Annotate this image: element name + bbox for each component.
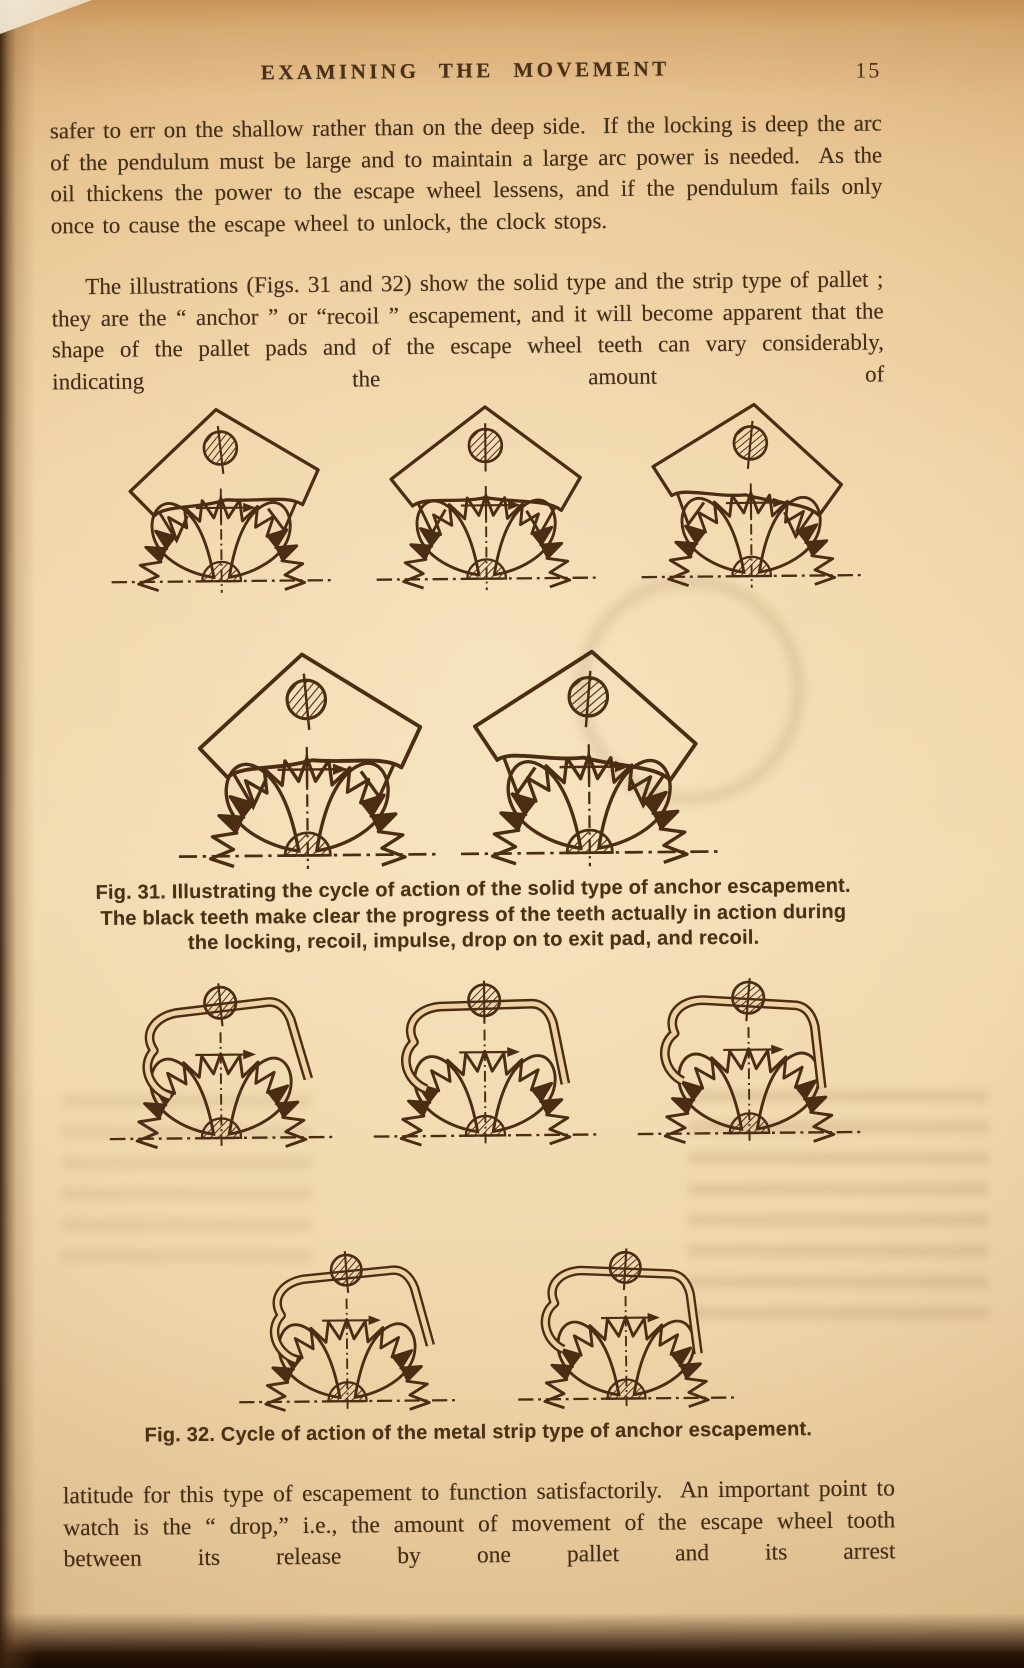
fig31-bottom-row [168, 639, 728, 870]
paragraph-locking: safer to err on the shallow rather than on the deep side. If the locking is deep the arc of the pendulum must be large and to maintain a large arc power is needed. As the oil thickens the power to the escape wheel lessens, and if the pendulum fails only once to cause the escape wheel to unlock, the clock stops. [49, 110, 891, 238]
strip-anchor-escapement-diagram [497, 1219, 754, 1411]
fig31-caption [57, 873, 890, 957]
strip-anchor-escapement-diagram [95, 953, 347, 1151]
paragraph-illustrations: The illustrations (Figs. 31 and 32) show the solid type and the strip type of pallet ; they are the “ anchor ” or “recoil ” escapement, and it will become apparent that the shape of the pallet pads and of the escape wheel teeth can vary considerably, indicating the amount of [51, 266, 900, 394]
solid-anchor-escapement-diagram [97, 399, 344, 594]
fig31-caption-line: The black teeth make clear the progress of the teeth actually in action during [100, 900, 847, 930]
page-header [49, 54, 881, 96]
fig32-caption-line: Fig. 32. Cycle of action of the metal strip type of anchor escapement. [144, 1418, 813, 1447]
strip-anchor-escapement-diagram [218, 1221, 475, 1413]
page-number: 15 [855, 57, 882, 83]
running-title: EXAMINING THE MOVEMENT [260, 56, 670, 85]
fig31-caption-line: Fig. 31. Illustrating the cycle of action of the solid type of anchor escapement. [95, 874, 851, 905]
solid-anchor-escapement-diagram [450, 639, 728, 868]
solid-anchor-escapement-diagram [627, 394, 874, 589]
fig32-top-row [95, 948, 875, 1151]
paragraph-latitude: latitude for this type of escapement to function satisfactorily. An important point to watch is the “ drop,” i.e., the amount of movement of the escape wheel tooth between its release by one pallet and its arrest [62, 1475, 904, 1573]
strip-anchor-escapement-diagram [359, 950, 611, 1148]
fig32-caption [62, 1416, 894, 1449]
fig31-caption-line: the locking, recoil, impulse, drop on to exit pad, and recoil. [187, 926, 760, 955]
strip-anchor-escapement-diagram [623, 948, 875, 1146]
fig31-top-row [97, 394, 874, 594]
solid-anchor-escapement-diagram [168, 642, 446, 871]
solid-anchor-escapement-diagram [362, 396, 609, 591]
fig32-bottom-row [218, 1219, 754, 1414]
